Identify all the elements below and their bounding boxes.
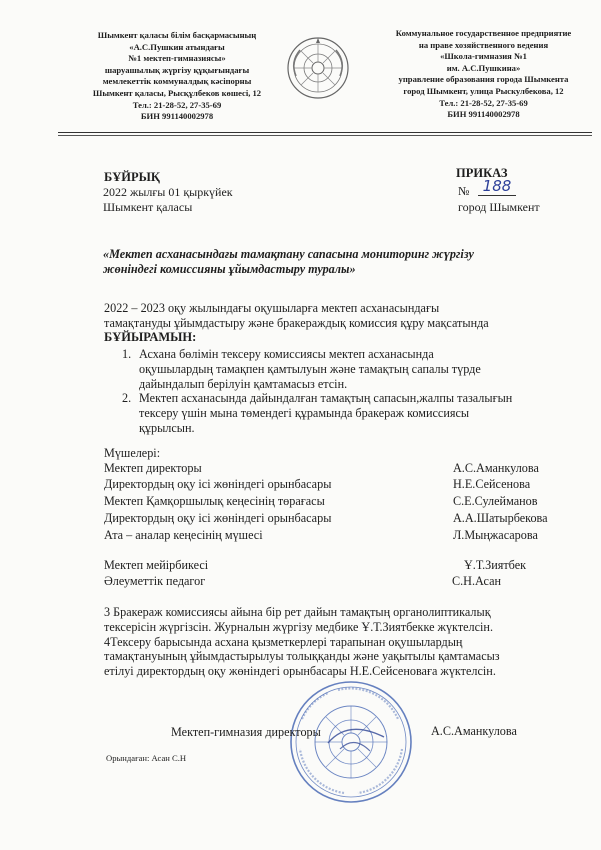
list-item-number: 2. — [122, 391, 132, 406]
header-left-line: Шымкент қаласы білім басқармасының — [97, 30, 257, 40]
signature-name: А.С.Аманкулова — [431, 724, 517, 738]
intro-line: тамақтануды ұйымдастыру және бракераждық комиссия құру мақсатында — [104, 316, 489, 330]
paragraph-line: тексерісін жүргізсін. Журналын жүргізу медбике Ұ.Т.Зиятбекке жүктелсін. — [104, 619, 494, 634]
member-role: Мектеп мейірбикесі — [104, 558, 209, 572]
header-right-ru — [371, 28, 596, 121]
header-left-line: Тел.: 21-28-52, 27-35-69 — [132, 99, 222, 110]
member-name: А.А.Шатырбекова — [453, 511, 548, 525]
header-left-line: Шымкент қаласы, Рысқұлбеков көшесі, 12 — [92, 87, 262, 98]
member-role: Директордың оқу ісі жөніндегі орынбасары — [104, 477, 332, 491]
list-item-number: 1. — [122, 347, 132, 361]
member-role: Ата – аналар кеңесінің мүшесі — [104, 528, 263, 542]
member-name: Н.Е.Сейсенова — [453, 477, 531, 491]
member-name: А.С.Аманкулова — [453, 461, 539, 475]
state-emblem-icon — [286, 36, 350, 100]
list-item-line: Мектеп асханасында дайындалған тамақтың сапасын,жалпы тазалығын — [139, 391, 513, 406]
header-right-line: управление образования города Шымкента — [398, 74, 569, 85]
signature-role: Мектеп-гимназия директоры — [171, 725, 321, 739]
header-left-line: БИН 991140002978 — [140, 111, 214, 122]
list-item — [122, 347, 512, 391]
member-name: Л.Мыңжасарова — [453, 528, 538, 542]
decree-word: БҰЙЫРАМЫН: — [104, 330, 197, 344]
list-item-line: тексеру үшін мына төмендегі құрамында бракераж комиссиясы — [139, 406, 470, 421]
list-item-line: дайындалып берілуін қамтамасыз етсін. — [139, 376, 348, 391]
paragraph-line: 3 Бракераж комиссиясы айына бір рет дайын тамақтың органолиптикалық — [104, 605, 491, 619]
order-subject-line: «Мектеп асханасындағы тамақтану сапасына мониторинг жүргізу — [103, 247, 474, 261]
order-number: 188 — [478, 178, 516, 196]
header-divider — [58, 132, 592, 133]
header-right-line: им. А.С.Пушкина» — [446, 62, 521, 73]
paragraph-line: тамақтануының ұйымдастырылуы толыққанды және уақытылы қамтамасыз — [104, 649, 500, 664]
member-name: С.Н.Асан — [452, 574, 502, 588]
paragraph-line: етілуі директордың оқу жөніндегі орынбасары Н.Е.Сейсеноваға жүктелсін. — [104, 664, 496, 679]
header-right-line: Тел.: 21-28-52, 27-35-69 — [439, 97, 528, 108]
order-city-kz: Шымкент қаласы — [103, 200, 193, 214]
header-right-line: БИН 991140002978 — [447, 109, 520, 120]
header-right-line: «Школа-гимназия №1 — [440, 51, 527, 62]
member-role: Әлеуметтік педагог — [104, 574, 206, 588]
intro-line: 2022 – 2023 оқу жылындағы оқушыларға мектеп асханасындағы — [104, 301, 440, 315]
list-item-line: Асхана бөлімін тексеру комиссиясы мектеп асханасында — [139, 347, 434, 361]
header-left-line: шаруашылық жүргізу құқығындағы — [104, 64, 250, 75]
order-date: 2022 жылғы 01 қыркүйек — [103, 185, 233, 199]
list-item-line: оқушылардың тамақпен қамтылуын және тамақтың сапалы түрде — [139, 361, 481, 376]
order-number-label: № — [458, 184, 470, 198]
member-name: Ұ.Т.Зиятбек — [464, 558, 527, 572]
order-paragraph — [104, 605, 500, 679]
order-city-ru: город Шымкент — [458, 200, 540, 214]
header-left-line: №1 мектеп-гимназиясы» — [128, 53, 226, 64]
order-items — [122, 347, 512, 436]
list-item — [122, 391, 512, 435]
member-name: С.Е.Сулейманов — [453, 494, 538, 508]
order-title-kz: БҰЙРЫҚ — [104, 170, 160, 184]
header-left-line: мемлекеттік коммуналдық кәсіпорны — [102, 76, 252, 87]
member-role: Директордың оқу ісі жөніндегі орынбасары — [104, 511, 332, 525]
order-subject — [103, 247, 593, 277]
list-item-line: құрылсын. — [139, 420, 195, 435]
intro-paragraph — [104, 301, 489, 331]
header-left-line: «А.С.Пушкин атындағы — [129, 41, 225, 52]
header-right-line: Коммунальное государственное предприятие — [395, 28, 572, 38]
header-left-kz — [66, 30, 288, 123]
header-divider-thin — [58, 135, 592, 136]
order-title-ru: ПРИКАЗ — [456, 166, 508, 180]
member-role: Мектеп директоры — [104, 461, 202, 475]
header-right-line: город Шымкент, улица Рыскулбекова, 12 — [403, 85, 564, 96]
performer-note: Орындаған: Асан С.Н — [106, 753, 187, 763]
round-stamp-icon — [288, 679, 414, 805]
paragraph-line: 4Тексеру барысында асхана қызметкерлері тарапынан оқушылардың — [104, 634, 463, 649]
members-label: Мүшелері: — [104, 446, 161, 460]
member-role: Мектеп Қамқоршылық кеңесінің төрағасы — [104, 494, 325, 508]
order-subject-line: жөніндегі комиссияны ұйымдастыру туралы» — [103, 262, 356, 276]
header-right-line: на праве хозяйственного ведения — [418, 39, 549, 50]
